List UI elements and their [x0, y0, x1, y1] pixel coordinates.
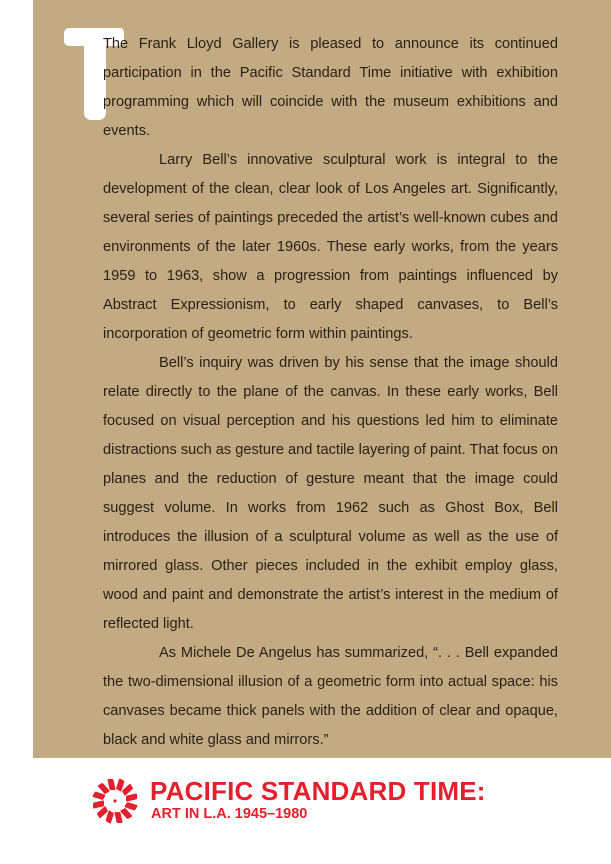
starburst-ray [120, 808, 133, 819]
logo-subtitle: ART IN L.A. 1945–1980 [151, 806, 308, 822]
paragraph-3: Bell’s inquiry was driven by his sense that the image should relate directly to the plane of the canvas. In these early works, Bell focused on visual perception and his questions led him to eliminate distractions such as gesture and tactile layering of paint. That focus on planes and the reduction of gesture meant that the image could suggest volume. In works from 1962 such as Ghost Box, Bell introduces the illusion of a sculptural volume as well as the use of mirrored glass. Other pieces included in the exhibit employ glass, wood and paint and demonstrate the artist’s interest in the medium of reflected light. [103, 355, 558, 632]
starburst-ray [126, 793, 137, 801]
paragraph-2: Larry Bell’s innovative sculptural work is integral to the development of the clean, clear look of Los Angeles art. Significantly, several series of paintings preceded the artist’s well-known cubes and environments of the later 1960s. These early works, from the years 1959 to 1963, show a progression from paintings influenced by Abstract Expressionism, to early shaped canvases, to Bell’s incorporation of geometric form within paintings. [103, 152, 558, 342]
starburst-ray [114, 812, 122, 823]
logo-title: PACIFIC STANDARD TIME: [150, 776, 486, 806]
starburst-ray [122, 783, 133, 796]
starburst-ray [97, 806, 108, 819]
paragraph-4: As Michele De Angelus has summarized, “. . . Bell expanded the two-dimensional illusion of a geometric form into actual space: his canvases became thick panels with the addition of clear and opaque, black and white glass and mirrors.” [103, 645, 558, 748]
article-body [103, 30, 558, 755]
starburst-ray [107, 779, 115, 790]
starburst-ray [93, 800, 104, 808]
starburst-ray [97, 783, 110, 794]
pst-logo [90, 772, 590, 832]
starburst-logo-icon [90, 776, 140, 826]
paragraph-1: The Frank Lloyd Gallery is pleased to announce its continued participation in the Pacific Standard Time initiative with exhibition programming which will coincide with the museum exhibitions and events. [103, 36, 558, 139]
